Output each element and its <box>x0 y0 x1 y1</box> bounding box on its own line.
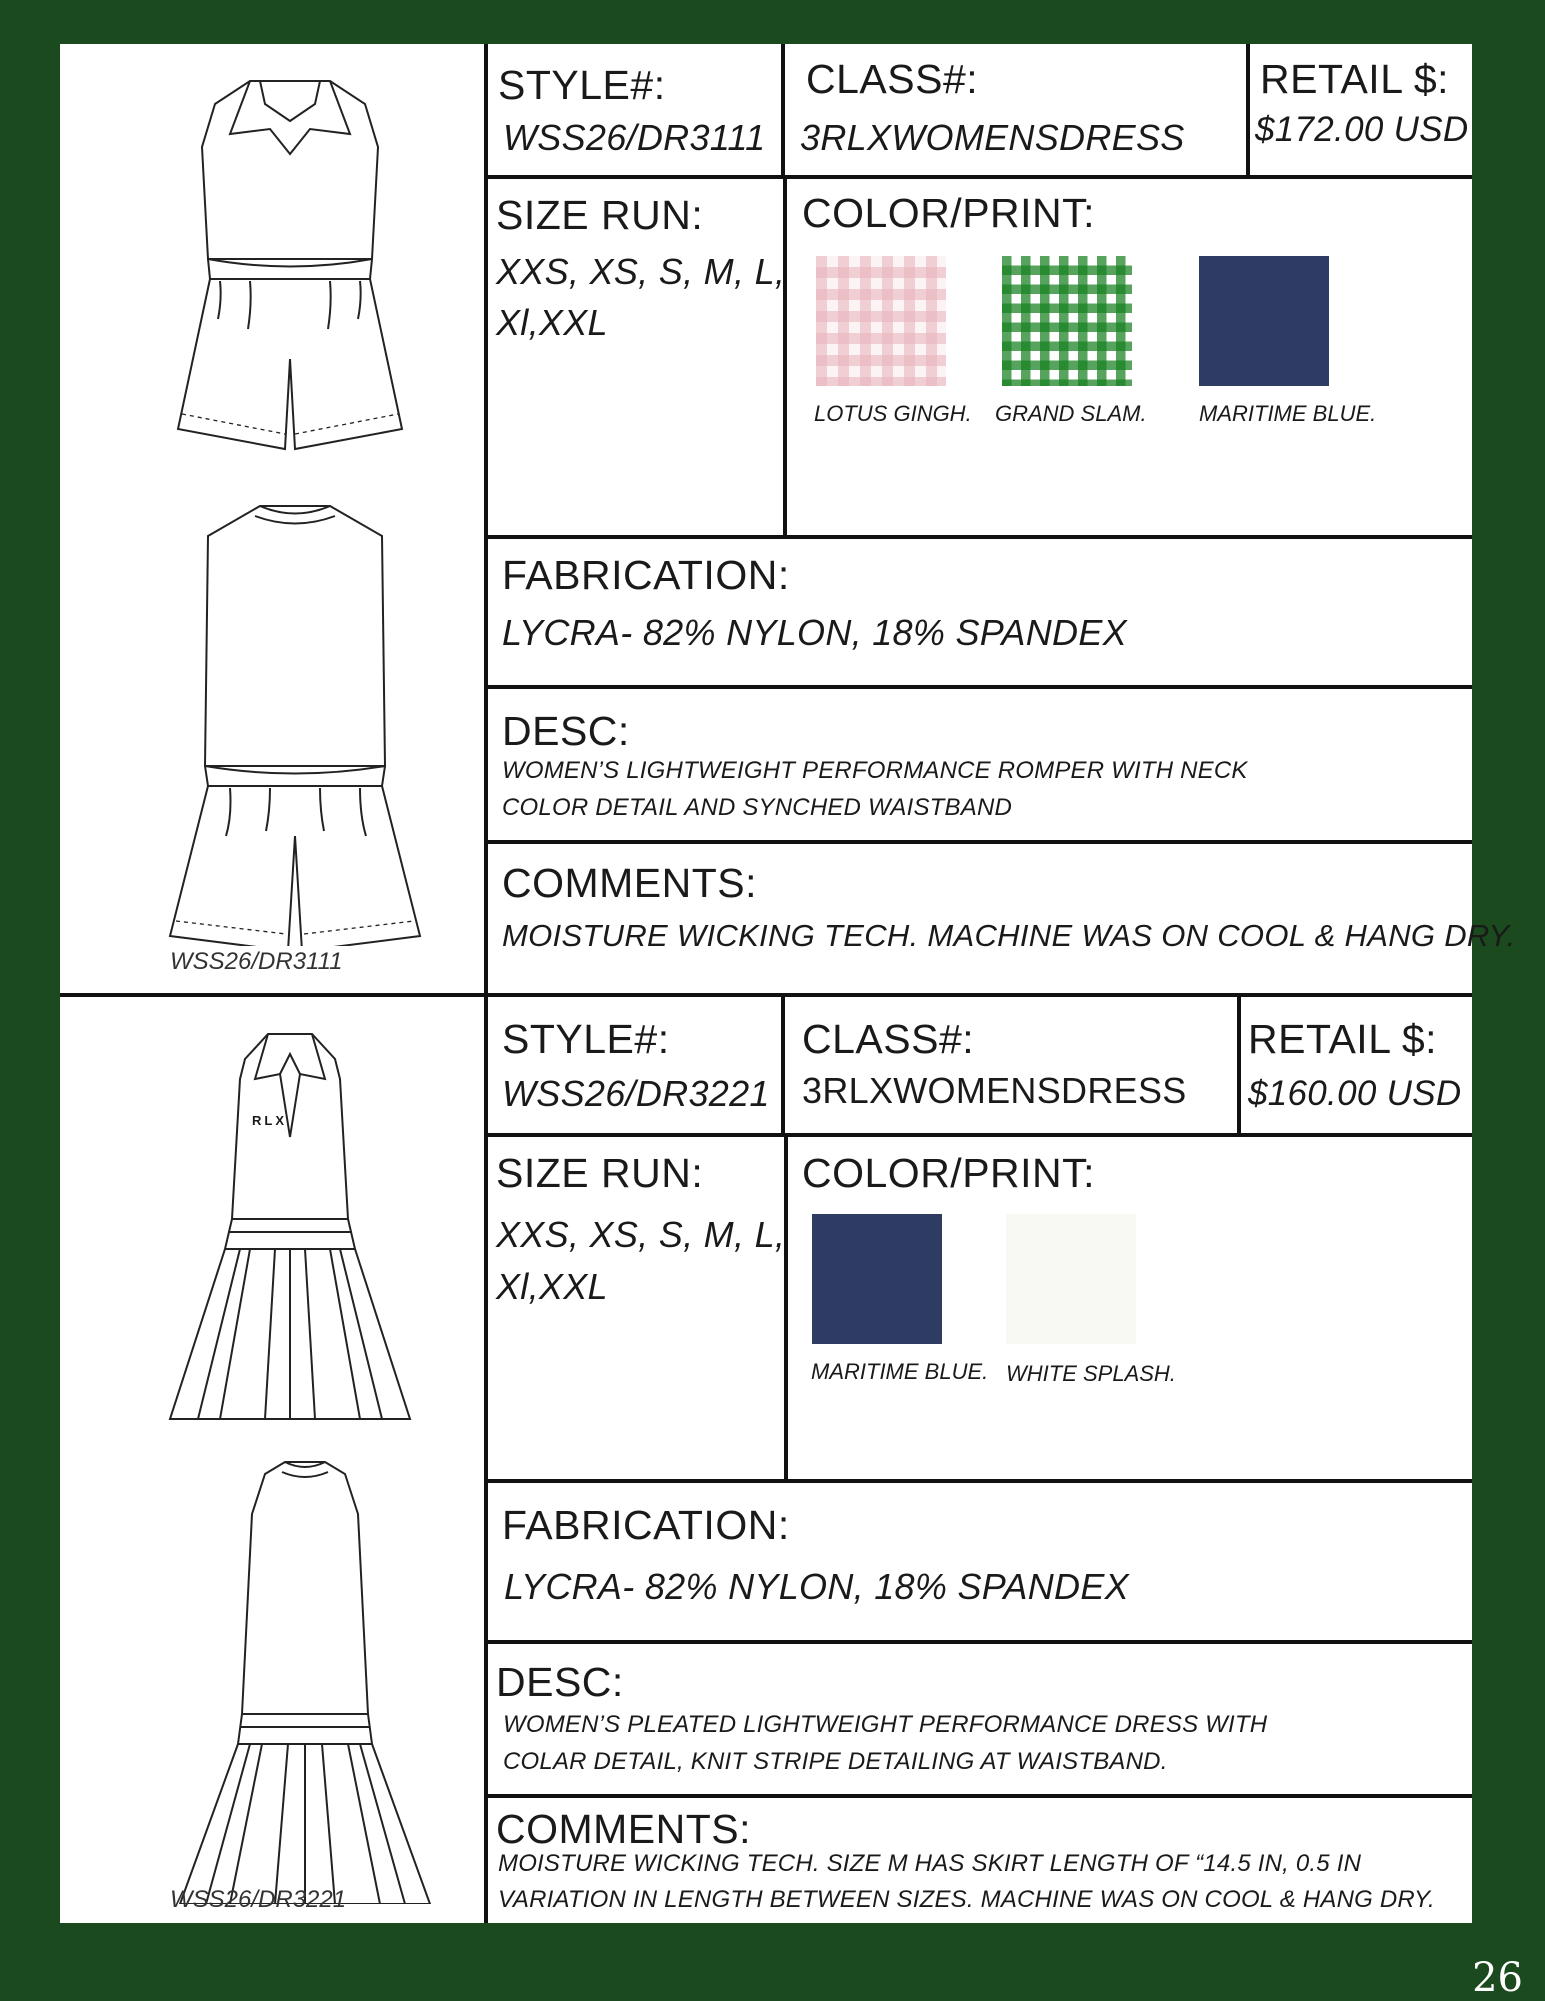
row-divider <box>484 840 1472 844</box>
color-print-label: COLOR/PRINT: <box>802 1150 1096 1196</box>
fabrication-label: FABRICATION: <box>502 552 790 598</box>
desc-label: DESC: <box>496 1659 624 1705</box>
size-run-line2: Xl,XXL <box>496 302 608 343</box>
style-label: STYLE#: <box>502 1016 670 1062</box>
dress-front-sketch <box>140 1019 440 1459</box>
romper-front-sketch <box>160 59 420 489</box>
comments-line1: MOISTURE WICKING TECH. MACHINE WAS ON COOL & HANG DRY. <box>502 918 1516 953</box>
swatch-maritime-blue <box>812 1214 942 1344</box>
row-divider <box>484 1794 1472 1798</box>
row-divider <box>484 535 1472 539</box>
row-divider <box>484 1640 1472 1644</box>
size-run-label: SIZE RUN: <box>496 192 704 238</box>
dress-back-sketch <box>150 1444 460 1904</box>
swatch-maritime-blue <box>1199 256 1329 386</box>
size-run-line1: XXS, XS, S, M, L, <box>496 251 786 292</box>
romper-back-sketch <box>130 486 450 946</box>
cell-divider <box>781 44 785 179</box>
desc-line2: COLAR DETAIL, KNIT STRIPE DETAILING AT WAISTBAND. <box>503 1748 1168 1775</box>
size-run-line2: Xl,XXL <box>496 1266 608 1307</box>
style-label: STYLE#: <box>498 62 666 108</box>
row-divider <box>484 175 1472 179</box>
size-run-label: SIZE RUN: <box>496 1150 704 1196</box>
class-label: CLASS#: <box>802 1016 975 1062</box>
row-divider <box>484 1133 1472 1137</box>
cell-divider <box>781 995 785 1135</box>
desc-line2: COLOR DETAIL AND SYNCHED WAISTBAND <box>502 794 1013 821</box>
desc-line1: WOMEN’S LIGHTWEIGHT PERFORMANCE ROMPER WITH NECK <box>502 757 1248 784</box>
cell-divider <box>1246 44 1250 179</box>
row-divider <box>484 1479 1472 1483</box>
size-run-line1: XXS, XS, S, M, L, <box>496 1214 786 1255</box>
swatch-white-splash <box>1006 1214 1136 1344</box>
comments-line1: MOISTURE WICKING TECH. SIZE M HAS SKIRT LENGTH OF “14.5 IN, 0.5 IN <box>498 1850 1362 1877</box>
retail-label: RETAIL $: <box>1260 56 1450 102</box>
class-label: CLASS#: <box>806 56 979 102</box>
style-value: WSS26/DR3111 <box>503 117 766 158</box>
swatch-label: LOTUS GINGH. <box>814 401 972 426</box>
swatch-lotus-gingham <box>816 256 946 386</box>
swatch-label: WHITE SPLASH. <box>1006 1361 1176 1386</box>
desc-line1: WOMEN’S PLEATED LIGHTWEIGHT PERFORMANCE DRESS WITH <box>503 1711 1268 1738</box>
comments-label: COMMENTS: <box>496 1806 752 1852</box>
row-divider <box>484 685 1472 689</box>
comments-line2: VARIATION IN LENGTH BETWEEN SIZES. MACHINE WAS ON COOL & HANG DRY. <box>498 1886 1435 1913</box>
class-value: 3RLXWOMENSDRESS <box>802 1070 1187 1111</box>
style-value: WSS26/DR3221 <box>502 1073 770 1114</box>
section-divider <box>60 993 1472 997</box>
retail-value: $172.00 USD <box>1255 110 1469 149</box>
color-print-label: COLOR/PRINT: <box>802 190 1096 236</box>
fabrication-label: FABRICATION: <box>502 1502 790 1548</box>
sketch-style-code: WSS26/DR3221 <box>170 1886 347 1913</box>
retail-label: RETAIL $: <box>1248 1016 1438 1062</box>
sketch-style-code: WSS26/DR3111 <box>170 948 343 975</box>
spec-sheet <box>60 44 1516 1923</box>
rlx-logo: RLX <box>252 1113 287 1128</box>
cell-divider <box>784 1133 788 1483</box>
page-number: 26 <box>1472 1955 1523 2001</box>
class-value: 3RLXWOMENSDRESS <box>800 117 1185 158</box>
desc-label: DESC: <box>502 708 630 754</box>
comments-label: COMMENTS: <box>502 860 758 906</box>
cell-divider <box>1237 995 1241 1135</box>
swatch-label: MARITIME BLUE. <box>811 1359 989 1384</box>
retail-value: $160.00 USD <box>1248 1074 1462 1113</box>
swatch-grand-slam <box>1002 256 1132 386</box>
fabrication-value: LYCRA- 82% NYLON, 18% SPANDEX <box>504 1566 1129 1607</box>
swatch-label: MARITIME BLUE. <box>1199 401 1377 426</box>
fabrication-value: LYCRA- 82% NYLON, 18% SPANDEX <box>502 612 1127 653</box>
swatch-label: GRAND SLAM. <box>995 401 1147 426</box>
cell-divider <box>783 175 787 539</box>
